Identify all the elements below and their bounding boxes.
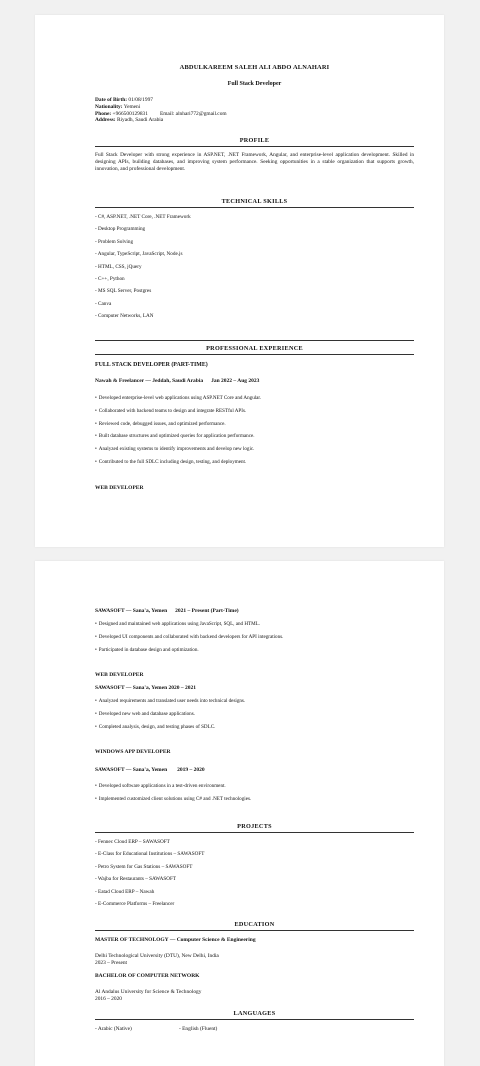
experience-heading: PROFESSIONAL EXPERIENCE	[206, 345, 303, 352]
job3-role: WEB DEVELOPER	[95, 672, 144, 678]
list-item: - MS SQL Server, Postgres	[95, 288, 152, 295]
list-item: • Completed analysis, design, and testing phases of SDLC.	[95, 721, 414, 734]
candidate-name: ABDULKAREEM SALEH ALI ABDO ALNAHARI	[179, 64, 330, 71]
job2-role: WEB DEVELOPER	[95, 485, 144, 491]
skills-heading: TECHNICAL SKILLS	[221, 198, 288, 205]
skills-divider	[95, 207, 414, 208]
list-item: • Analyzed requirements and translated user needs into technical designs.	[95, 695, 414, 708]
list-item: - Angular, TypeScript, JavaScript, Node.js	[95, 251, 183, 258]
list-item: • Contributed to the full SDLC including design, testing, and deployment.	[95, 456, 414, 469]
list-item: - E-Commerce Platforms – Freelancer	[95, 901, 175, 908]
list-item: • Developed UI components and collaborated with backend developers for API integrations.	[95, 631, 414, 644]
list-item: - Arabic (Native)	[95, 1026, 132, 1032]
resume-page-1	[35, 15, 444, 547]
list-item: • Designed and maintained web applications using JavaScript, SQL, and HTML.	[95, 618, 414, 631]
list-item: - C#, ASP.NET, .NET Core, .NET Framework	[95, 214, 191, 220]
languages-list	[95, 1026, 414, 1032]
job1-role: FULL STACK DEVELOPER (PART-TIME)	[95, 362, 208, 368]
list-item: - Wajba for Restaurants – SAWASOFT	[95, 876, 177, 883]
job1-company: Nawah & Freelancer — Jeddah, Saudi Arabia Jan 2022 – Aug 2023	[95, 378, 260, 384]
personal-info	[95, 97, 414, 124]
list-item: - Petro System for Gas Stations – SAWASOFT	[95, 863, 193, 870]
email-link[interactable]: alnhari772@gmail.com	[175, 110, 227, 117]
degree-bachelor: BACHELOR OF COMPUTER NETWORK	[95, 973, 200, 979]
list-item: • Collaborated with backend teams to design and integrate RESTful APIs.	[95, 405, 414, 418]
list-item: • Implemented customized client solutions using C# and .NET technologies.	[95, 793, 414, 806]
list-item: • Developed enterprise-level web applications using ASP.NET Core and Angular.	[95, 392, 414, 405]
profile-heading: PROFILE	[239, 137, 270, 144]
dates-bachelor: 2016 – 2020	[95, 996, 122, 1002]
experience-top-divider	[95, 340, 414, 341]
job4-bullets	[95, 780, 414, 806]
list-item: - English (Fluent)	[179, 1026, 218, 1032]
list-item: - Eatad Cloud ERP – Nawah	[95, 888, 155, 895]
job4-role: WINDOWS APP DEVELOPER	[95, 749, 171, 755]
list-item: • Built database structures and optimized queries for application performance.	[95, 430, 414, 443]
skills-list	[95, 211, 414, 323]
list-item: • Reviewed code, debugged issues, and optimized performance.	[95, 418, 414, 431]
job-title: Full Stack Developer	[227, 81, 282, 87]
address-line: Address: Riyadh, Saudi Arabia	[95, 117, 164, 124]
languages-divider	[95, 1019, 414, 1020]
list-item: • Analyzed existing systems to identify improvements and develop new logic.	[95, 443, 414, 456]
list-item: - E-Class for Educational Institutions – SAWASOFT	[95, 851, 205, 858]
school-bachelor: Al Andalus University for Science & Technology	[95, 989, 202, 995]
languages-heading: LANGUAGES	[233, 1010, 276, 1017]
list-item: - Fennec Cloud ERP – SAWASOFT	[95, 839, 170, 845]
list-item: • Developed software applications in a test-driven environment.	[95, 780, 414, 793]
profile-text: Full Stack Developer with strong experience in ASP.NET, .NET Framework, Angular, and enterprise-level application development. Skilled in designing APIs, building databases, and improving system performance. Seeking opportunities in a stable organization that supports growth, innovation, and professional development.	[95, 152, 414, 172]
experience-divider	[95, 354, 414, 355]
list-item: - Canva	[95, 300, 112, 307]
dob-line: Date of Birth: 01/08/1997	[95, 97, 153, 103]
projects-list	[95, 836, 414, 910]
resume-page-2	[35, 561, 444, 1066]
education-divider	[95, 930, 414, 931]
education-heading: EDUCATION	[234, 921, 275, 928]
nationality-line: Nationality: Yemeni	[95, 103, 141, 110]
degree-master: MASTER OF TECHNOLOGY — Computer Science & Engineering	[95, 937, 256, 943]
job2-bullets	[95, 618, 414, 656]
school-master: Delhi Technological University (DTU), New Delhi, India	[95, 953, 219, 959]
list-item: - Desktop Programming	[95, 226, 146, 233]
projects-heading: PROJECTS	[237, 823, 272, 830]
list-item: - Problem Solving	[95, 238, 134, 245]
list-item: - C++, Python	[95, 276, 125, 283]
job1-bullets	[95, 392, 414, 469]
job4-company: SAWASOFT — Sana'a, Yemen 2019 – 2020	[95, 767, 205, 773]
job3-bullets	[95, 695, 414, 733]
profile-divider	[95, 146, 414, 147]
list-item: - HTML, CSS, jQuery	[95, 263, 142, 270]
dates-master: 2023 – Present	[95, 960, 128, 966]
list-item: • Developed new web and database applications.	[95, 708, 414, 721]
list-item: - Computer Networks, LAN	[95, 313, 154, 320]
projects-divider	[95, 832, 414, 833]
contact-line: Phone: +966500129831 Email: alnhari772@gmail.com	[95, 110, 227, 117]
job3-company: SAWASOFT — Sana'a, Yemen 2020 – 2021	[95, 685, 197, 691]
list-item: • Participated in database design and optimization.	[95, 644, 414, 657]
job2-company: SAWASOFT — Sana'a, Yemen 2021 – Present (Part-Time)	[95, 608, 239, 614]
